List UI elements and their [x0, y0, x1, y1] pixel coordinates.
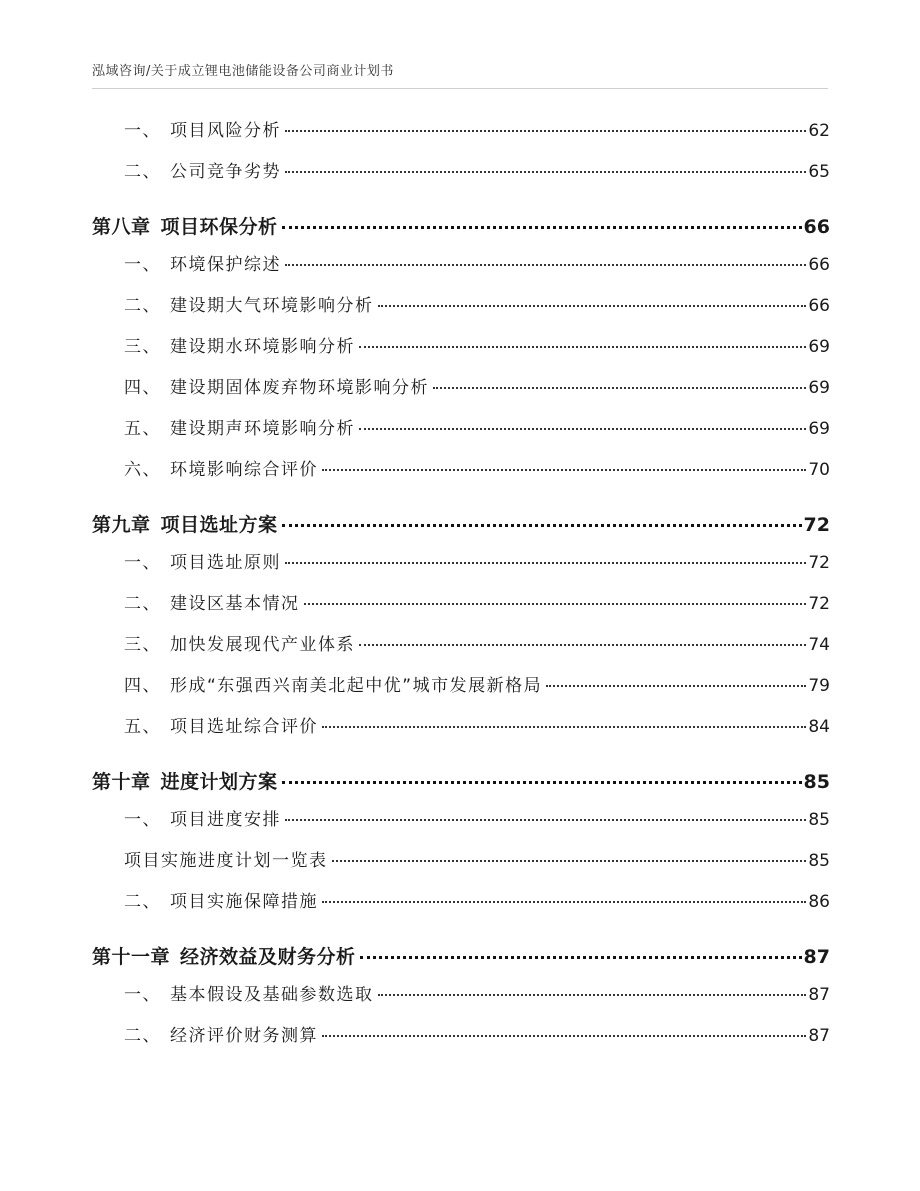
- toc-entry-title: 项目进度安排: [170, 810, 281, 830]
- toc-entry-page-number: 69: [808, 337, 830, 357]
- page-header: 泓域咨询/关于成立锂电池储能设备公司商业计划书: [92, 64, 394, 79]
- toc-dot-leader: [282, 781, 802, 784]
- toc-dot-leader: [360, 956, 802, 959]
- toc-entry-number: 四、: [124, 676, 161, 696]
- toc-entry-title: 建设期固体废弃物环境影响分析: [170, 378, 429, 398]
- toc-dot-leader: [282, 226, 802, 229]
- toc-entry[interactable]: [92, 630, 830, 671]
- toc-entry[interactable]: [92, 373, 830, 414]
- toc-entry-number: 一、: [124, 985, 161, 1005]
- toc-entry[interactable]: [92, 846, 830, 887]
- toc-dot-leader: [322, 469, 806, 471]
- toc-entry-title: 建设期大气环境影响分析: [170, 296, 374, 316]
- toc-entry-number: 一、: [124, 255, 161, 275]
- toc-dot-leader: [322, 1035, 806, 1037]
- toc-dot-leader: [304, 603, 807, 605]
- toc-entry-page-number: 72: [808, 594, 830, 614]
- toc-entry-number: 五、: [124, 717, 161, 737]
- toc-entry-title: 经济评价财务测算: [170, 1026, 318, 1046]
- toc-dot-leader: [322, 726, 806, 728]
- toc-entry-page-number: 79: [808, 676, 830, 696]
- toc-dot-leader: [332, 860, 807, 862]
- toc-dot-leader: [546, 685, 806, 687]
- toc-entry-number: 一、: [124, 121, 161, 141]
- toc-entry-page-number: 85: [803, 771, 830, 793]
- toc-entry[interactable]: [92, 332, 830, 373]
- toc-entry-page-number: 87: [803, 946, 830, 968]
- toc-entry[interactable]: [92, 414, 830, 455]
- toc-entry-number: 二、: [124, 892, 161, 912]
- toc-entry[interactable]: [92, 712, 830, 753]
- toc-entry-page-number: 85: [808, 810, 830, 830]
- toc-dot-leader: [322, 901, 806, 903]
- toc-entry-page-number: 69: [808, 378, 830, 398]
- toc-entry-number: 五、: [124, 419, 161, 439]
- toc-entry-title: 项目风险分析: [170, 121, 281, 141]
- toc-entry-title: 项目实施保障措施: [170, 892, 318, 912]
- toc-entry[interactable]: [92, 589, 830, 630]
- toc-entry-number: 第十章: [92, 771, 151, 793]
- toc-dot-leader: [285, 562, 806, 564]
- toc-entry-page-number: 69: [808, 419, 830, 439]
- toc-entry[interactable]: [92, 805, 830, 846]
- toc-entry-page-number: 62: [808, 121, 830, 141]
- toc-entry-title: 建设期水环境影响分析: [170, 337, 355, 357]
- toc-chapter-entry[interactable]: [92, 753, 830, 805]
- toc-entry-title: 形成“东强西兴南美北起中优”城市发展新格局: [170, 676, 543, 696]
- toc-entry-title: 基本假设及基础参数选取: [170, 985, 374, 1005]
- toc-entry-number: 二、: [124, 1026, 161, 1046]
- toc-chapter-entry[interactable]: [92, 496, 830, 548]
- toc-entry[interactable]: [92, 548, 830, 589]
- toc-entry-number: 一、: [124, 553, 161, 573]
- toc-dot-leader: [433, 387, 806, 389]
- toc-entry-number: 三、: [124, 635, 161, 655]
- toc-entry-page-number: 86: [808, 892, 830, 912]
- toc-entry-title: 项目选址原则: [170, 553, 281, 573]
- toc-entry-number: 四、: [124, 378, 161, 398]
- toc-entry-title: 项目选址综合评价: [170, 717, 318, 737]
- toc-entry-page-number: 65: [808, 162, 830, 182]
- toc-entry-title: 项目环保分析: [160, 216, 278, 238]
- toc-dot-leader: [285, 171, 806, 173]
- toc-entry-title: 公司竞争劣势: [170, 162, 281, 182]
- toc-entry[interactable]: [92, 1021, 830, 1062]
- toc-entry-number: 六、: [124, 460, 161, 480]
- toc-entry[interactable]: [92, 157, 830, 198]
- toc-entry-title: 环境保护综述: [170, 255, 281, 275]
- toc-dot-leader: [285, 264, 806, 266]
- toc-entry-number: 三、: [124, 337, 161, 357]
- toc-entry-page-number: 74: [808, 635, 830, 655]
- toc-entry[interactable]: [92, 250, 830, 291]
- toc-entry-number: 二、: [124, 296, 161, 316]
- toc-entry-title: 项目选址方案: [160, 514, 278, 536]
- toc-entry-number: 第九章: [92, 514, 151, 536]
- toc-dot-leader: [359, 346, 806, 348]
- toc-entry-title: 经济效益及财务分析: [180, 946, 356, 968]
- toc-entry-page-number: 66: [803, 216, 830, 238]
- toc-entry-page-number: 87: [808, 1026, 830, 1046]
- toc-dot-leader: [282, 524, 802, 527]
- toc-entry-page-number: 70: [808, 460, 830, 480]
- toc-entry[interactable]: [92, 291, 830, 332]
- toc-dot-leader: [378, 994, 807, 996]
- toc-entry-number: 二、: [124, 594, 161, 614]
- toc-entry-page-number: 84: [808, 717, 830, 737]
- toc-entry-title: 环境影响综合评价: [170, 460, 318, 480]
- toc-entry-page-number: 66: [808, 296, 830, 316]
- toc-chapter-entry[interactable]: [92, 928, 830, 980]
- toc-entry-title: 加快发展现代产业体系: [170, 635, 355, 655]
- toc-dot-leader: [359, 644, 806, 646]
- toc-entry-title: 建设期声环境影响分析: [170, 419, 355, 439]
- toc-entry-page-number: 85: [808, 851, 830, 871]
- toc-entry-number: 二、: [124, 162, 161, 182]
- toc-entry-title: 项目实施进度计划一览表: [124, 851, 328, 871]
- toc-entry-number: 一、: [124, 810, 161, 830]
- toc-entry-title: 进度计划方案: [160, 771, 278, 793]
- toc-entry-page-number: 87: [808, 985, 830, 1005]
- toc-chapter-entry[interactable]: [92, 198, 830, 250]
- toc-entry-page-number: 66: [808, 255, 830, 275]
- header-divider: [92, 88, 828, 89]
- toc-dot-leader: [285, 130, 806, 132]
- toc-entry-title: 建设区基本情况: [170, 594, 300, 614]
- toc-entry[interactable]: [92, 671, 830, 712]
- toc-entry[interactable]: [92, 980, 830, 1021]
- toc-entry[interactable]: [92, 116, 830, 157]
- toc-dot-leader: [285, 819, 806, 821]
- toc-dot-leader: [378, 305, 807, 307]
- toc-entry[interactable]: [92, 887, 830, 928]
- toc-entry-page-number: 72: [803, 514, 830, 536]
- toc-dot-leader: [359, 428, 806, 430]
- toc-entry[interactable]: [92, 455, 830, 496]
- toc-entry-number: 第十一章: [92, 946, 171, 968]
- toc-entry-page-number: 72: [808, 553, 830, 573]
- table-of-contents: [92, 116, 830, 1062]
- toc-entry-number: 第八章: [92, 216, 151, 238]
